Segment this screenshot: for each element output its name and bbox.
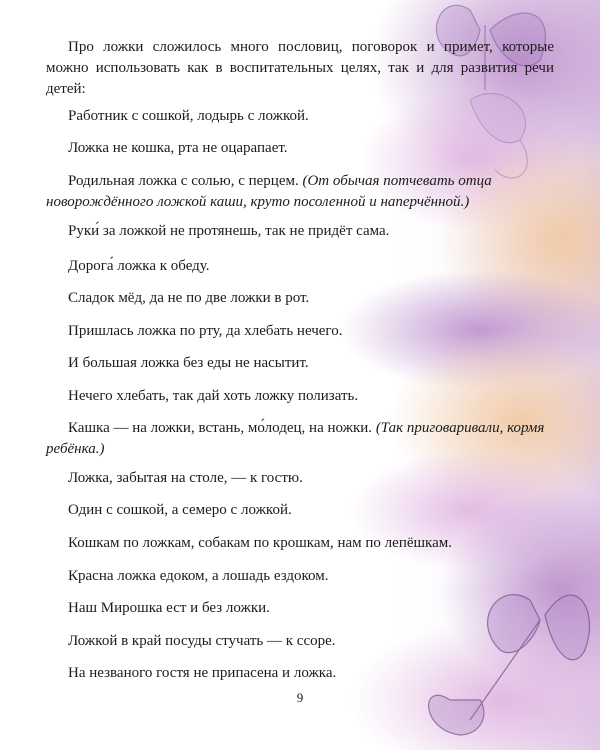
proverb-text: Работник с сошкой, лодырь с ложкой. (68, 108, 309, 124)
proverb-text: Нечего хлебать, так дай хоть ложку полизать. (68, 388, 359, 404)
proverb-item (46, 353, 554, 374)
proverb-text: Красна ложка едоком, а лошадь ездоком. (68, 568, 329, 584)
proverb-item (46, 598, 554, 619)
proverb-text: Родильная ложка с солью, с перцем. (68, 173, 303, 189)
page-number: 9 (296, 690, 304, 705)
proverb-item (46, 468, 554, 489)
proverb-item (46, 533, 554, 554)
proverb-item (46, 631, 554, 652)
proverb-text: Ложкой в край посуды стучать — к ссоре. (68, 633, 336, 649)
proverb-item (46, 386, 554, 407)
proverb-text: На незваного гостя не припасена и ложка. (68, 665, 337, 681)
proverb-note: (Так приговаривали, кормя ребёнка.) (46, 420, 545, 457)
proverb-text: Пришлась ложка по рту, да хлебать нечего. (68, 323, 343, 339)
proverb-item (46, 288, 554, 309)
proverb-item (46, 500, 554, 521)
proverb-text: Руки́ за ложкой не протянешь, так не придёт сама. (68, 223, 390, 239)
proverb-text: Ложка, забытая на столе, — к гостю. (68, 470, 303, 486)
proverb-text: Дорога́ ложка к обеду. (68, 258, 210, 274)
proverb-item (46, 566, 554, 587)
proverb-note: (От обычая потчевать отца новорождённого ложкой каши, круто посоленной и наперчённой.) (46, 173, 492, 210)
proverb-item (46, 171, 554, 213)
proverb-text: Кошкам по ложкам, собакам по крошкам, нам по лепёшкам. (68, 535, 453, 551)
intro-paragraph: Про ложки сложилось много пословиц, поговорок и примет, которые можно использовать как в воспитательных целях, так и для развития речи детей: (46, 39, 554, 97)
proverb-text: Один с сошкой, а семеро с ложкой. (68, 502, 292, 518)
proverb-item (46, 106, 554, 127)
proverb-text: Кашка — на ложки, встань, мо́лодец, на ножки. (68, 420, 376, 436)
proverb-text: Ложка не кошка, рта не оцарапает. (68, 140, 288, 156)
proverb-text: Наш Мирошка ест и без ложки. (68, 600, 270, 616)
proverb-text: И большая ложка без еды не насытит. (68, 355, 309, 371)
proverb-text: Сладок мёд, да не по две ложки в рот. (68, 290, 310, 306)
proverb-item (46, 138, 554, 159)
proverb-item (46, 256, 554, 277)
proverb-item (46, 418, 554, 460)
proverb-item (46, 663, 554, 684)
proverb-item (46, 321, 554, 342)
proverb-item (46, 221, 554, 242)
